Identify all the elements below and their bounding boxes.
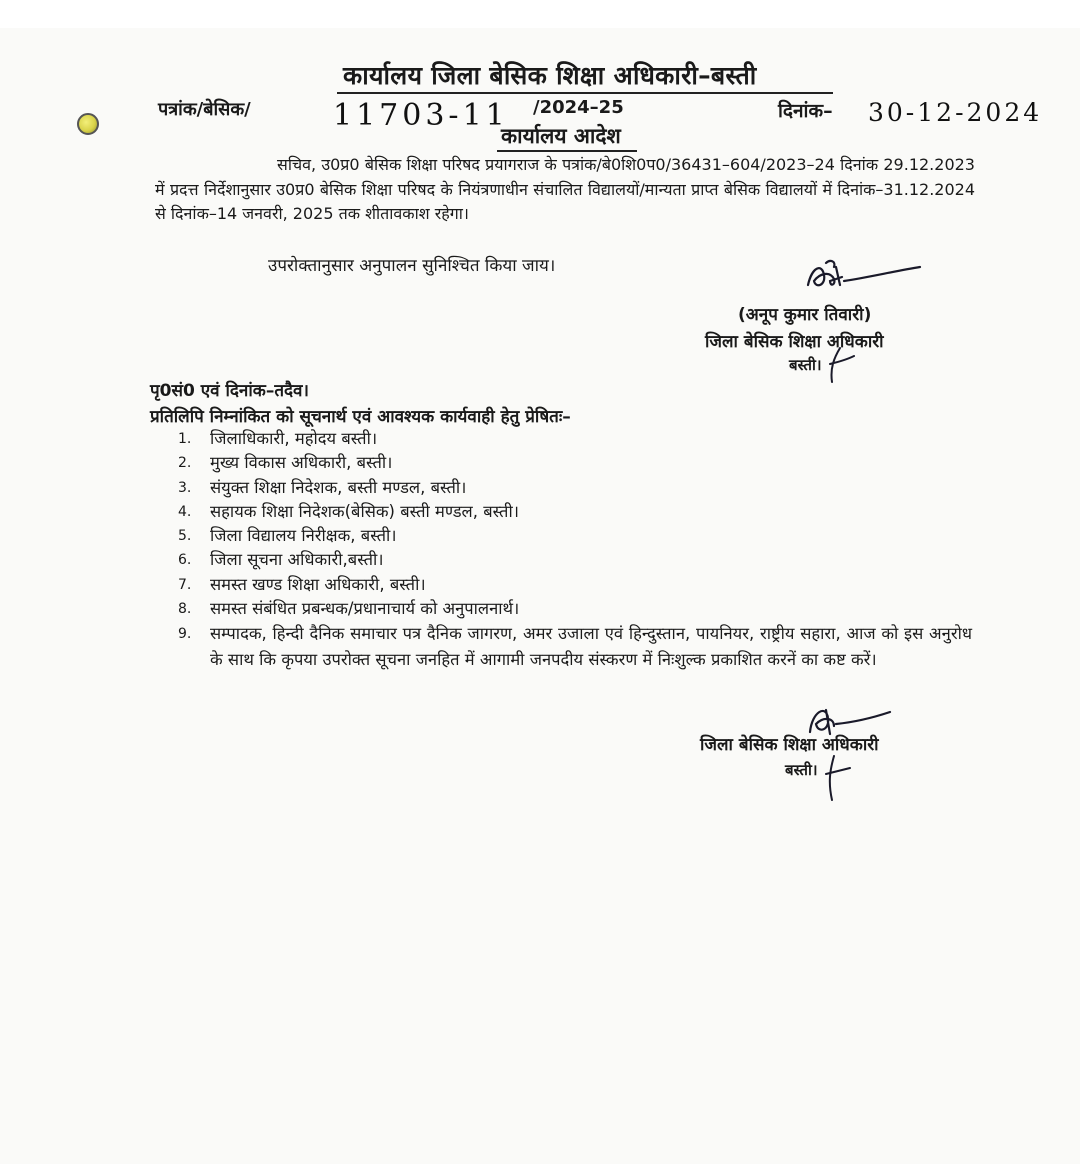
list-item: 7. समस्त खण्ड शिक्षा अधिकारी, बस्ती। xyxy=(178,574,426,594)
list-item: 3. संयुक्त शिक्षा निदेशक, बस्ती मण्डल, बस्ती। xyxy=(178,477,467,497)
date-value-handwritten: 30-12-2024 xyxy=(868,98,1043,127)
order-body-paragraph: सचिव, उ0प्र0 बेसिक शिक्षा परिषद प्रयागराज के पत्रांक/बे0शि0प0/36431–604/2023–24 दिनांक 29.12.2023 में प्रदत्त निर्देशानुसार उ0प्र0 बेसिक शिक्षा परिषद के नियंत्रणाधीन संचालित विद्यालयों/मान्यता प्राप्त बेसिक विद्यालयों में दिनांक–31.12.2024 से दिनांक–14 जनवरी, 2025 तक शीतावकाश रहेगा। xyxy=(155,155,975,223)
date-label: दिनांक– xyxy=(778,100,833,122)
list-item: 8. समस्त संबंधित प्रबन्धक/प्रधानाचार्य को अनुपालनार्थ। xyxy=(178,599,520,619)
punch-hole-mark xyxy=(77,113,99,135)
list-item: 2. मुख्य विकास अधिकारी, बस्ती। xyxy=(178,453,393,473)
compliance-line: उपरोक्तानुसार अनुपालन सुनिश्चित किया जाय। xyxy=(268,256,556,276)
endorsement-reference: पृ0सं0 एवं दिनांक–तदैव। xyxy=(150,381,309,401)
order-title: कार्यालय आदेश xyxy=(501,124,621,148)
signatory-name: (अनूप कुमार तिवारी) xyxy=(738,305,872,325)
copy-recipients-list xyxy=(178,427,978,673)
endorsement-signatory-place: बस्ती। xyxy=(785,761,818,779)
reference-year: /2024–25 xyxy=(533,97,624,118)
order-title-underline xyxy=(497,150,637,152)
signature-1-flourish-icon xyxy=(810,342,860,392)
list-item: 4. सहायक शिक्षा निदेशक(बेसिक) बस्ती मण्डल, बस्ती। xyxy=(178,501,519,521)
list-item: 1. जिलाधिकारी, महोदय बस्ती। xyxy=(178,429,378,448)
office-title-underline xyxy=(337,92,833,94)
list-item: 6. जिला सूचना अधिकारी,बस्ती। xyxy=(178,550,384,570)
signature-2-flourish-icon xyxy=(806,750,856,805)
signatory-designation: जिला बेसिक शिक्षा अधिकारी xyxy=(705,332,884,352)
list-item: 5. जिला विद्यालय निरीक्षक, बस्ती। xyxy=(178,526,397,546)
signatory-place: बस्ती। xyxy=(789,356,822,374)
page-top-margin xyxy=(0,0,1080,28)
endorsement-signatory-designation: जिला बेसिक शिक्षा अधिकारी xyxy=(700,735,879,755)
office-title: कार्यालय जिला बेसिक शिक्षा अधिकारी–बस्ती xyxy=(343,61,757,90)
copy-to-intro: प्रतिलिपि निम्नांकित को सूचनार्थ एवं आवश्यक कार्यवाही हेतु प्रेषितः– xyxy=(150,407,571,427)
list-item: 9. सम्पादक, हिन्दी दैनिक समाचार पत्र दैनिक जागरण, अमर उजाला एवं हिन्दुस्तान, पायनियर, राष्ट्रीय सहारा, आज को इस अनुरोध के साथ कि कृपया उपरोक्त सूचना जनहित में आगामी जनपदीय संस्करण में निःशुल्क प्रकाशित करनें का कष्ट करें। xyxy=(178,624,972,670)
reference-number-handwritten: 11703-11 xyxy=(333,98,509,133)
signature-1-icon xyxy=(800,255,925,300)
reference-label: पत्रांक/बेसिक/ xyxy=(158,99,251,120)
